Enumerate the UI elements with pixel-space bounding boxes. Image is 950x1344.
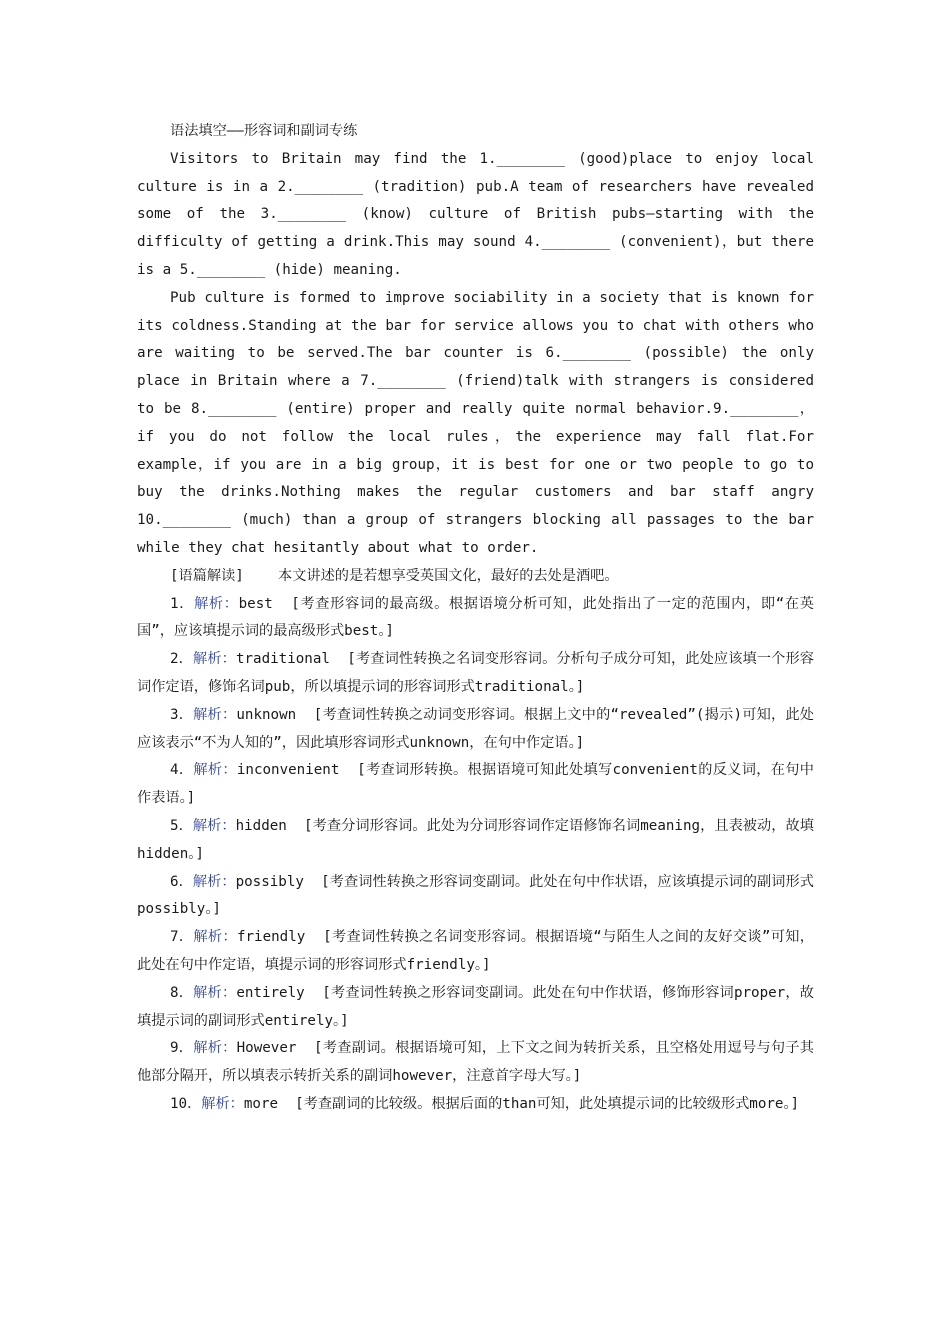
- answer-item: [137, 1035, 814, 1091]
- answer-explanation: [考查词性转换之名词变形容词。根据语境“与陌生人之间的友好交谈”可知，此处在句中作定语，填提示词的形容词形式friendly。]: [137, 929, 814, 973]
- answer-word: more: [243, 1095, 279, 1112]
- answer-label: 解析：: [193, 651, 236, 668]
- answer-label: 解析：: [192, 873, 236, 890]
- answer-word: However: [236, 1040, 297, 1057]
- answer-label: 解析：: [193, 984, 237, 1001]
- answer-number: 1．: [170, 595, 195, 612]
- passage-paragraph-2: Pub culture is formed to improve sociability in a society that is known for its coldness.Standing at the bar for service allows you to chat with others who are waiting to be served.The bar counter is 6.________ (possible) the only place in Britain where a 7.________ (friend)talk with strangers is considered to be 8.________ (entire) proper and really quite normal behavior.9.________，if you do not follow the local rules，the experience may fall flat.For example，if you are in a big group，it is best for one or two people to go to buy the drinks.Nothing makes the regular customers and bar staff angry 10.________ (much) than a group of strangers blocking all passages to the bar while they chat hesitantly about what to order.: [137, 289, 814, 556]
- answer-word: entirely: [236, 984, 305, 1001]
- answer-explanation: [考查词性转换之动词变形容词。根据上文中的“revealed”(揭示)可知，此处应该表示“不为人知的”，因此填形容词形式unknown，在句中作定语。]: [137, 706, 814, 751]
- answer-label: 解析：: [194, 595, 239, 612]
- answer-item: [137, 646, 814, 702]
- answer-number: 3．: [170, 706, 194, 723]
- answer-label: 解析：: [201, 1095, 244, 1112]
- passage: [137, 146, 814, 563]
- answer-item: [137, 591, 814, 647]
- answer-explanation: [考查词形转换。根据语境可知此处填写convenient的反义词，在句中作表语。]: [137, 762, 814, 807]
- answer-label: 解析：: [193, 1040, 237, 1057]
- answer-explanation: [考查副词。根据语境可知，上下文之间为转折关系，且空格处用逗号与句子其他部分隔开，所以填表示转折关系的副词however，注意首字母大写。]: [137, 1040, 814, 1085]
- answer-word: friendly: [236, 929, 306, 946]
- answer-item: [137, 1091, 814, 1119]
- answer-number: 2．: [170, 651, 193, 668]
- answer-word: best: [238, 595, 273, 612]
- answer-number: 10．: [170, 1095, 202, 1112]
- answer-list: [137, 591, 814, 1119]
- answer-word: hidden: [235, 817, 287, 834]
- answer-item: [137, 869, 814, 925]
- answer-number: 5．: [170, 817, 193, 834]
- answer-explanation: [考查词性转换之名词变形容词。分析句子成分可知，此处应该填一个形容词作定语，修饰名词pub，所以填提示词的形容词形式traditional。]: [137, 651, 814, 695]
- answer-word: possibly: [235, 873, 304, 890]
- answer-word: unknown: [236, 706, 297, 723]
- passage-paragraph-1: Visitors to Britain may find the 1.________ (good)place to enjoy local culture is in a 2.________ (tradition) pub.A team of researchers have revealed some of the 3.________ (know) culture of British pubs—starting with the difficulty of getting a drink.This may sound 4.________ (convenient)，but there is a 5.________ (hide) meaning.: [137, 150, 814, 278]
- interpretation-tag: [语篇解读]: [170, 567, 244, 584]
- answer-number: 9．: [170, 1040, 194, 1057]
- answer-item: [137, 702, 814, 758]
- answer-explanation: [考查词性转换之形容词变副词。此处在句中作状语，修饰形容词proper，故填提示词的副词形式entirely。]: [137, 984, 814, 1029]
- answer-item: [137, 813, 814, 869]
- answer-label: 解析：: [193, 929, 237, 946]
- document-page: [137, 118, 814, 1119]
- answer-explanation: [考查副词的比较级。根据后面的than可知，此处填提示词的比较级形式more。]: [295, 1095, 800, 1112]
- answer-explanation: [考查形容词的最高级。根据语境分析可知，此处指出了一定的范围内，即“在英国”，应该填提示词的最高级形式best。]: [137, 595, 814, 640]
- answer-word: traditional: [235, 651, 330, 668]
- answer-word: inconvenient: [236, 762, 340, 779]
- answer-number: 4．: [170, 762, 194, 779]
- answer-explanation: [考查分词形容词。此处为分词形容词作定语修饰名词meaning，且表被动，故填hidden。]: [137, 817, 814, 862]
- answer-label: 解析：: [193, 706, 237, 723]
- answer-item: [137, 980, 814, 1036]
- passage-interpretation: [137, 563, 814, 591]
- answer-label: 解析：: [193, 762, 237, 779]
- interpretation-text: 本文讲述的是若想享受英国文化，最好的去处是酒吧。: [278, 567, 619, 584]
- answer-item: [137, 924, 814, 980]
- answer-explanation: [考查词性转换之形容词变副词。此处在句中作状语，应该填提示词的副词形式possibly。]: [137, 873, 814, 918]
- answer-number: 8．: [170, 984, 194, 1001]
- answer-number: 6．: [170, 873, 193, 890]
- answer-label: 解析：: [192, 817, 236, 834]
- answer-item: [137, 757, 814, 813]
- answer-number: 7．: [170, 929, 194, 946]
- document-title: 语法填空——形容词和副词专练: [170, 123, 358, 139]
